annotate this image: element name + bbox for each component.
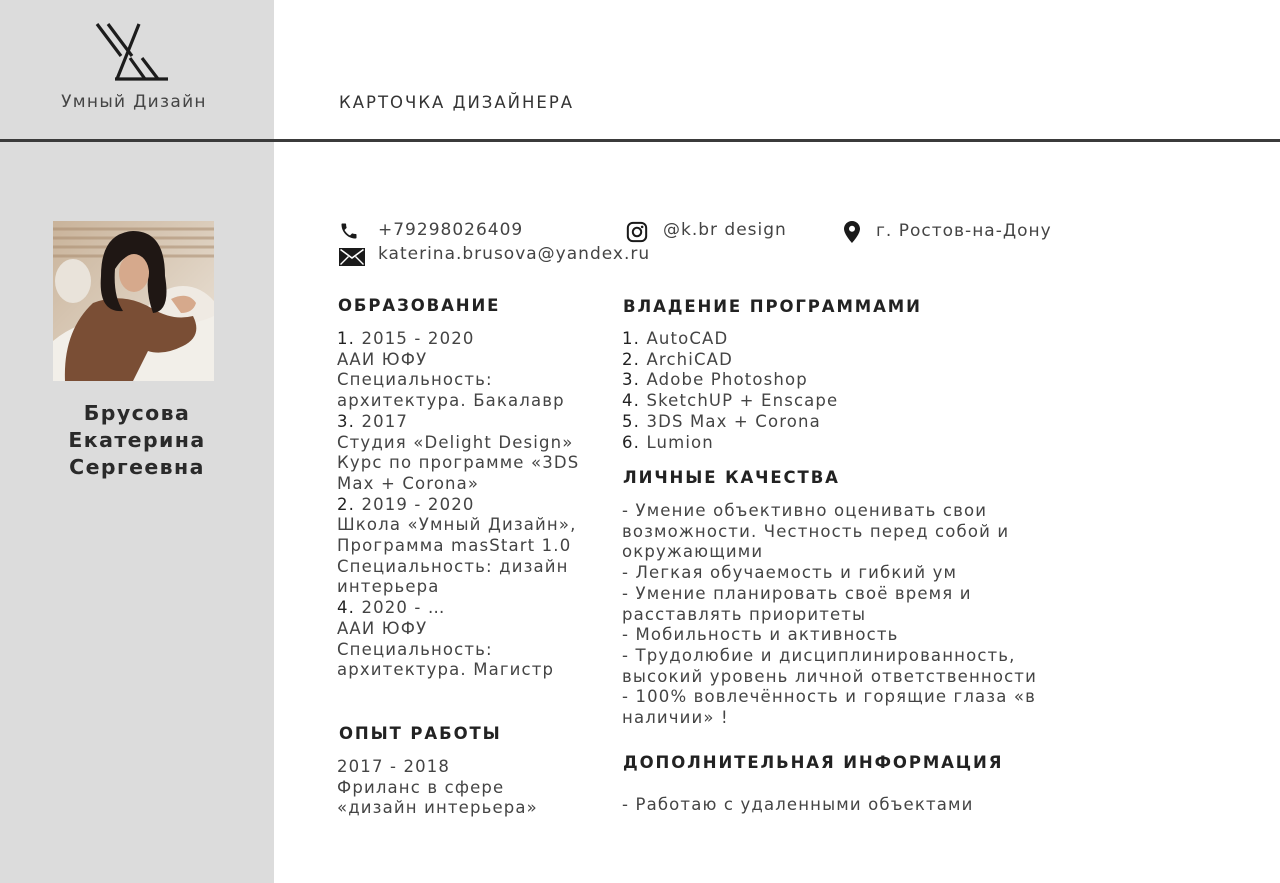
additional-line: - Работаю с удаленными объектами: [622, 795, 974, 814]
education-heading: ОБРАЗОВАНИЕ: [338, 296, 501, 315]
experience-line: «дизайн интерьера»: [337, 798, 538, 818]
software-item-number: 3.: [622, 370, 641, 390]
brand-name: Умный Дизайн: [61, 92, 207, 112]
quality-line: - 100% вовлечённость и горящие глаза «в: [622, 687, 1036, 707]
software-item-text: ArchiCAD: [640, 349, 733, 369]
education-line-text: архитектура. Магистр: [337, 660, 555, 680]
software-item-number: 2.: [622, 349, 641, 369]
software-item-text: SketchUP + Enscape: [640, 391, 839, 411]
education-line: [337, 391, 579, 412]
software-item: [622, 329, 838, 350]
education-line-number: 1.: [337, 329, 356, 348]
education-line: [337, 598, 579, 619]
education-line-text: 2019 - 2020: [355, 494, 475, 514]
education-line-number: 3.: [337, 411, 356, 431]
education-line-text: 2015 - 2020: [355, 329, 475, 348]
education-line: [337, 536, 579, 557]
education-line-text: Курс по программе «3DS: [337, 453, 580, 473]
quality-line: наличии» !: [622, 708, 729, 728]
education-line-text: Max + Corona»: [337, 473, 480, 493]
experience-line: Фриланс в сфере: [337, 777, 505, 797]
education-line-text: интерьера: [337, 577, 440, 597]
profile-photo: [53, 221, 214, 381]
education-line-text: ААИ ЮФУ: [337, 349, 428, 369]
name-line-surname: Брусова: [83, 401, 191, 425]
software-item-number: 5.: [622, 411, 641, 431]
quality-line: - Легкая обучаемость и гибкий ум: [622, 563, 958, 583]
education-line: [337, 474, 579, 495]
software-item-number: 6.: [622, 432, 641, 452]
quality-line: - Умение объективно оценивать свои: [622, 501, 988, 520]
quality-line: высокий уровень личной ответственности: [622, 666, 1037, 686]
quality-line: возможности. Честность перед собой и: [622, 521, 1010, 541]
name-line-patronymic: Сергеевна: [69, 455, 205, 479]
education-line: [337, 453, 579, 474]
qualities-list: [622, 501, 1037, 729]
education-line-text: 2017: [355, 411, 409, 431]
additional-heading: ДОПОЛНИТЕЛЬНАЯ ИНФОРМАЦИЯ: [623, 753, 1004, 772]
name-line-first: Екатерина: [68, 428, 206, 452]
software-item: [622, 391, 838, 412]
education-line-text: Специальность:: [337, 639, 493, 659]
education-line-text: Специальность:: [337, 370, 493, 390]
software-item-text: 3DS Max + Corona: [640, 411, 821, 431]
education-line: [337, 412, 579, 433]
education-line: [337, 577, 579, 598]
education-line-text: 2020 - …: [355, 598, 446, 618]
software-item: [622, 412, 838, 433]
quality-line: - Мобильность и активность: [622, 625, 899, 645]
header-divider: [0, 139, 1280, 142]
education-line-text: Специальность: дизайн: [337, 556, 569, 576]
experience-list: [337, 757, 538, 819]
location-pin-icon: [844, 221, 860, 243]
software-item-text: AutoCAD: [640, 329, 729, 348]
software-item: [622, 370, 838, 391]
phone-number[interactable]: +79298026409: [378, 220, 524, 240]
education-line: [337, 350, 579, 371]
instagram-icon: [626, 221, 648, 243]
education-line-number: 4.: [337, 598, 356, 618]
education-line: [337, 495, 579, 516]
education-line-text: архитектура. Бакалавр: [337, 391, 565, 411]
location: г. Ростов-на-Дону: [876, 221, 1052, 241]
software-list: [622, 329, 838, 453]
education-line: [337, 433, 579, 454]
software-item: [622, 433, 838, 454]
education-line: [337, 640, 579, 661]
education-line-number: 2.: [337, 494, 356, 514]
education-line-text: ААИ ЮФУ: [337, 618, 428, 638]
education-list: [337, 329, 579, 681]
software-item: [622, 350, 838, 371]
software-item-text: Adobe Photoshop: [640, 370, 808, 390]
education-line: [337, 557, 579, 578]
software-heading: ВЛАДЕНИЕ ПРОГРАММАМИ: [623, 297, 922, 316]
quality-line: расставлять приоритеты: [622, 604, 867, 624]
education-line: [337, 370, 579, 391]
experience-heading: ОПЫТ РАБОТЫ: [339, 724, 502, 743]
education-line-text: Студия «Delight Design»: [337, 432, 574, 452]
quality-line: - Умение планировать своё время и: [622, 583, 972, 603]
experience-line: 2017 - 2018: [337, 757, 451, 776]
quality-line: - Трудолюбие и дисциплинированность,: [622, 645, 1016, 665]
qualities-heading: ЛИЧНЫЕ КАЧЕСТВА: [623, 468, 840, 487]
email-link[interactable]: katerina.brusova@yandex.ru: [378, 244, 651, 264]
quality-line: окружающими: [622, 542, 764, 562]
education-line-text: Программа masStart 1.0: [337, 536, 572, 556]
page-title: КАРТОЧКА ДИЗАЙНЕРА: [339, 93, 575, 112]
education-line: [337, 329, 579, 350]
software-item-number: 4.: [622, 391, 641, 411]
envelope-icon: [339, 248, 365, 266]
education-line-text: Школа «Умный Дизайн»,: [337, 515, 577, 535]
additional-list: [622, 795, 973, 816]
phone-icon: [339, 221, 359, 241]
education-line: [337, 619, 579, 640]
education-line: [337, 515, 579, 536]
software-item-number: 1.: [622, 329, 641, 348]
instagram-handle[interactable]: @k.br design: [663, 220, 787, 240]
education-line: [337, 660, 579, 681]
designer-name: [0, 400, 274, 481]
software-item-text: Lumion: [640, 432, 714, 452]
logo-icon: [95, 22, 169, 82]
